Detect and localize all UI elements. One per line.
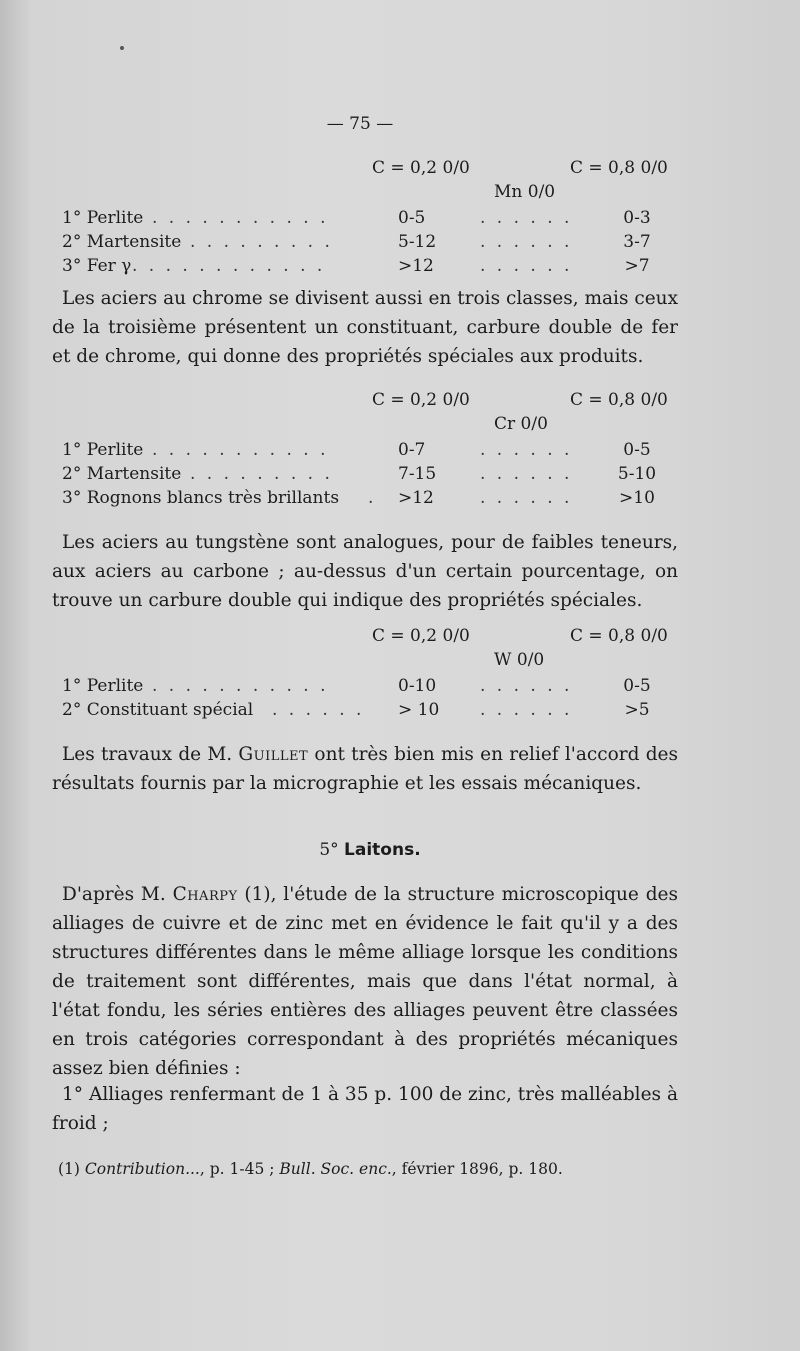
value-c08: >5 — [624, 700, 650, 720]
value-c02: 0-10 — [398, 676, 437, 696]
dot-leader: . . . . . . . . . . . . — [132, 256, 326, 276]
value-c08: >10 — [619, 488, 655, 508]
column-header-c08: C = 0,8 0/0 — [570, 158, 668, 178]
footnote-journal: Bull. Soc. enc. — [279, 1160, 392, 1178]
row-label: 1° Perlite — [62, 676, 144, 696]
tungsten-table — [62, 626, 682, 724]
table-row — [62, 464, 682, 488]
author-name: Guillet — [238, 744, 309, 765]
dot-leader: . . . . . . . . . — [190, 464, 333, 484]
row-label: 2° Martensite — [62, 232, 182, 252]
section-heading: Laitons. — [344, 840, 421, 860]
footnote — [58, 1160, 678, 1178]
footnote-title: Contribution... — [84, 1160, 200, 1178]
column-header-c02: C = 0,2 0/0 — [372, 158, 470, 178]
manganese-table — [62, 158, 682, 280]
paragraph-text: 1° Alliages renfermant de 1 à 35 p. 100 de zinc, très malléables à froid ; — [52, 1084, 678, 1134]
row-label: 3° Rognons blancs très brillants — [62, 488, 340, 508]
paragraph-text — [52, 740, 678, 798]
paragraph-alliages — [52, 1080, 678, 1138]
row-label: 2° Martensite — [62, 464, 182, 484]
text-run: ont très bien mis en relief l'accord des résultats fournis par la micrographie et les essais mécaniques. — [52, 744, 678, 794]
table-row — [62, 440, 682, 464]
element-header: Cr 0/0 — [494, 414, 548, 434]
dot-leader: . . . . . . — [480, 208, 573, 228]
paragraph-text: Les aciers au tungstène sont analogues, pour de faibles teneurs, aux aciers au carbone ; au-dessus d'un certain pourcentage, on trouve un carbure double qui indique des propriétés spéciales. — [52, 532, 678, 611]
dot-leader: . . . . . . — [480, 700, 573, 720]
value-c08: 0-5 — [623, 676, 651, 696]
dot-leader: . . . . . . — [480, 676, 573, 696]
dot-leader: . . . . . . . . . . . — [152, 440, 329, 460]
text-run: Les travaux de M. — [62, 744, 239, 765]
table-row — [62, 232, 682, 256]
value-c08: >7 — [624, 256, 650, 276]
column-header-c02: C = 0,2 0/0 — [372, 626, 470, 646]
dot-leader: . . . . . . — [272, 700, 365, 720]
value-c02: 5-12 — [398, 232, 437, 252]
dot-leader: . . . . . . — [480, 256, 573, 276]
table-header — [62, 158, 682, 208]
value-c02: 7-15 — [398, 464, 437, 484]
dot-leader: . . . . . . . . . . . — [152, 208, 329, 228]
text-run: D'après M. — [62, 884, 173, 905]
table-row — [62, 676, 682, 700]
paragraph-text: Les aciers au chrome se divisent aussi en trois classes, mais ceux de la troisième présentent un constituant, carbure double de fer et de chrome, qui donne des propriétés spéciales aux produits. — [52, 288, 678, 367]
column-header-c08: C = 0,8 0/0 — [570, 626, 668, 646]
row-label: 2° Constituant spécial — [62, 700, 254, 720]
value-c02: >12 — [398, 256, 434, 276]
dot-leader: . . . . . . — [480, 232, 573, 252]
footnote-text: , p. 1-45 ; — [199, 1160, 280, 1178]
value-c02: > 10 — [398, 700, 440, 720]
table-row — [62, 488, 682, 512]
table-row — [62, 700, 682, 724]
row-label: 1° Perlite — [62, 208, 144, 228]
value-c02: 0-7 — [398, 440, 426, 460]
table-header — [62, 626, 682, 676]
row-label: 1° Perlite — [62, 440, 144, 460]
dot-leader: . . . . . . . . . . . — [152, 676, 329, 696]
paragraph-tungstene — [52, 528, 678, 615]
row-label: 3° Fer γ — [62, 256, 132, 276]
value-c08: 5-10 — [617, 464, 657, 484]
paragraph-text — [52, 880, 678, 1083]
footnote-mark: (1) — [58, 1160, 80, 1178]
value-c08: 0-3 — [623, 208, 651, 228]
dot-leader: . . . . . . . . . — [190, 232, 333, 252]
paragraph-charpy — [52, 880, 678, 1083]
page-number: — 75 — — [326, 114, 394, 134]
chromium-table — [62, 390, 682, 512]
section-title — [0, 840, 740, 860]
element-header: Mn 0/0 — [494, 182, 556, 202]
table-row — [62, 256, 682, 280]
paragraph-guillet — [52, 740, 678, 798]
paragraph-chrome — [52, 284, 678, 371]
ink-speck — [120, 46, 124, 50]
table-header — [62, 390, 682, 440]
value-c02: 0-5 — [398, 208, 426, 228]
column-header-c02: C = 0,2 0/0 — [372, 390, 470, 410]
value-c02: >12 — [398, 488, 434, 508]
footnote-text: , février 1896, p. 180. — [391, 1160, 563, 1178]
element-header: W 0/0 — [494, 650, 545, 670]
dot-leader: . . . . . . — [480, 488, 573, 508]
dot-leader: . . . . . . — [480, 464, 573, 484]
value-c08: 3-7 — [623, 232, 651, 252]
section-number: 5° — [319, 840, 339, 860]
value-c08: 0-5 — [623, 440, 651, 460]
author-name: Charpy — [172, 884, 238, 905]
table-row — [62, 208, 682, 232]
text-run: (1), l'étude de la structure microscopique des alliages de cuivre et de zinc met en évidence le fait qu'il y a des structures différentes dans le même alliage lorsque les conditions de traitement sont différentes, mais que dans l'état normal, à l'état fondu, les séries entières des alliages peuvent être classées en trois catégories correspondant à des propriétés mécaniques assez bien définies : — [52, 884, 678, 1079]
dot-leader: . — [368, 488, 377, 508]
dot-leader: . . . . . . — [480, 440, 573, 460]
column-header-c08: C = 0,8 0/0 — [570, 390, 668, 410]
